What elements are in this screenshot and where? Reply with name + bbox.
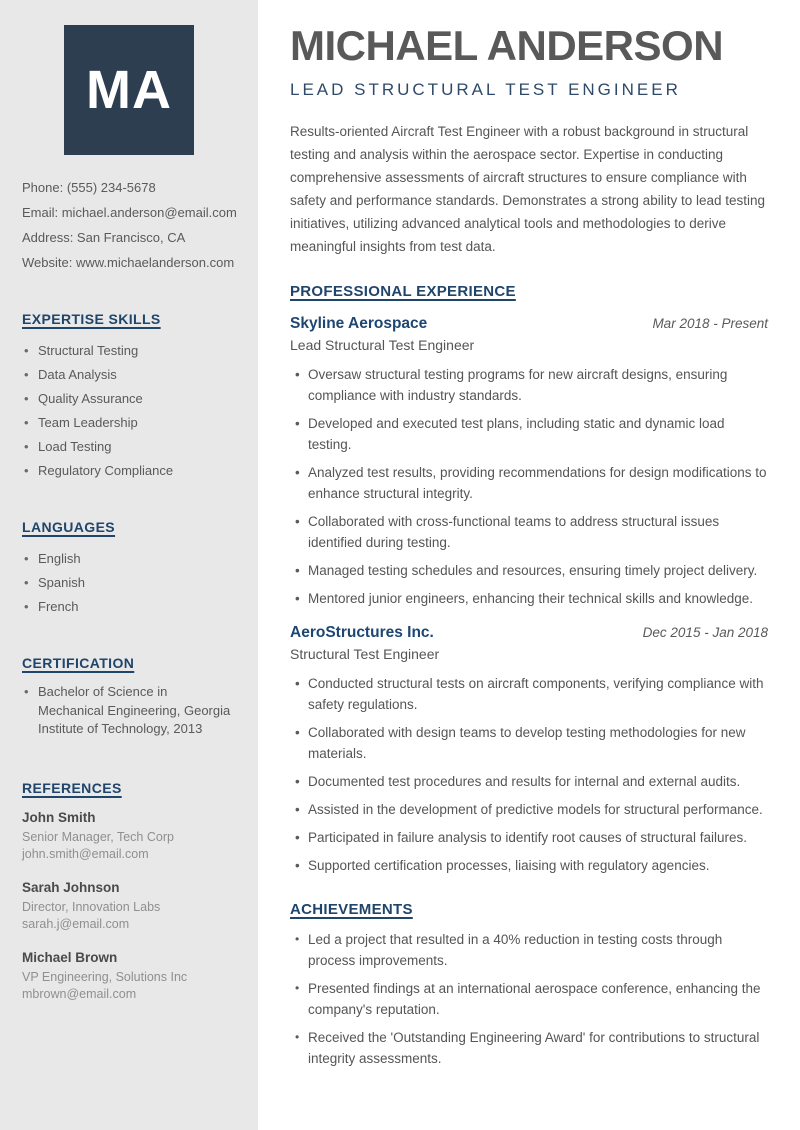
- contact-address: Address: San Francisco, CA: [22, 230, 186, 245]
- reference-email: john.smith@email.com: [22, 846, 149, 861]
- skill-item: • Structural Testing: [22, 339, 236, 363]
- job-bullet: • Managed testing schedules and resources, ensuring timely project delivery.: [290, 560, 768, 581]
- language-item: • English: [22, 547, 236, 571]
- achievement-bullet: • Led a project that resulted in a 40% reduction in testing costs through process improvements.: [290, 929, 768, 971]
- achievements-list: [290, 929, 768, 1069]
- job-bullet: • Documented test procedures and results for internal and external audits.: [290, 771, 768, 792]
- avatar: [64, 25, 194, 155]
- job-bullet: • Participated in failure analysis to identify root causes of structural failures.: [290, 827, 768, 848]
- job-dates: Mar 2018 - Present: [652, 316, 768, 331]
- achievement-bullet: • Presented findings at an international aerospace conference, enhancing the company's reputation.: [290, 978, 768, 1020]
- job-header: [290, 315, 768, 333]
- languages-heading: LANGUAGES: [22, 519, 116, 535]
- experience-heading: PROFESSIONAL EXPERIENCE: [290, 283, 516, 300]
- job-header: [290, 624, 768, 642]
- languages-section: [22, 519, 236, 619]
- page-title: MICHAEL ANDERSON: [290, 22, 724, 69]
- contact-email: Email: michael.anderson@email.com: [22, 205, 237, 220]
- reference-role: Director, Innovation Labs: [22, 899, 161, 914]
- reference-entry: [22, 878, 236, 933]
- job-bullet-list: [290, 364, 768, 609]
- summary-paragraph: Results-oriented Aircraft Test Engineer with a robust background in structural testing and analysis within the aerospace sector. Expertise in conducting comprehensive assessments of aircraft structures to ensure compliance with safety and performance standards. Demonstrates a strong ability to lead testing initiatives, utilizing advanced analytical tools and methodologies to derive meaningful insights from test data.: [290, 124, 766, 254]
- reference-entry: [22, 948, 236, 1003]
- company-name: AeroStructures Inc.: [290, 624, 434, 641]
- references-heading: REFERENCES: [22, 779, 122, 796]
- job-title: LEAD STRUCTURAL TEST ENGINEER: [290, 80, 681, 99]
- sidebar: [0, 0, 258, 1130]
- job-bullet: • Developed and executed test plans, including static and dynamic load testing.: [290, 413, 768, 455]
- reference-name: Sarah Johnson: [22, 879, 120, 895]
- certification-list: [22, 683, 236, 744]
- job-bullet: • Analyzed test results, providing recommendations for design modifications to enhance structural integrity.: [290, 462, 768, 504]
- skills-heading: EXPERTISE SKILLS: [22, 311, 161, 327]
- achievement-bullet: • Received the 'Outstanding Engineering Award' for contributions to structural integrity assessments.: [290, 1027, 768, 1069]
- reference-email: mbrown@email.com: [22, 986, 137, 1001]
- job-bullet: • Oversaw structural testing programs for new aircraft designs, ensuring compliance with industry standards.: [290, 364, 768, 406]
- company-name: Skyline Aerospace: [290, 315, 428, 332]
- reference-name: John Smith: [22, 809, 96, 825]
- reference-email: sarah.j@email.com: [22, 916, 130, 931]
- references-section: [22, 780, 236, 1003]
- reference-role: VP Engineering, Solutions Inc: [22, 969, 188, 984]
- avatar-initials: MA: [86, 60, 172, 120]
- certification-item: • Bachelor of Science in Mechanical Engineering, Georgia Institute of Technology, 2013: [22, 683, 236, 744]
- job-bullet: • Collaborated with design teams to develop testing methodologies for new materials.: [290, 722, 768, 764]
- job-bullet-list: [290, 673, 768, 876]
- skill-item: • Team Leadership: [22, 411, 236, 435]
- job-role: Structural Test Engineer: [290, 646, 440, 662]
- main-content: [258, 0, 800, 1130]
- skill-item: • Load Testing: [22, 435, 236, 459]
- contact-phone: Phone: (555) 234-5678: [22, 180, 156, 195]
- contact-info: [22, 175, 236, 275]
- skill-item: • Data Analysis: [22, 363, 236, 387]
- skill-item: • Regulatory Compliance: [22, 459, 236, 483]
- job-dates: Dec 2015 - Jan 2018: [642, 625, 768, 640]
- job-bullet: • Supported certification processes, liaising with regulatory agencies.: [290, 855, 768, 876]
- achievements-heading: ACHIEVEMENTS: [290, 901, 413, 918]
- certification-section: [22, 655, 236, 744]
- job-bullet: • Conducted structural tests on aircraft components, verifying compliance with safety regulations.: [290, 673, 768, 715]
- reference-role: Senior Manager, Tech Corp: [22, 829, 174, 844]
- reference-entry: [22, 808, 236, 863]
- language-item: • French: [22, 595, 236, 619]
- language-item: • Spanish: [22, 571, 236, 595]
- job-role: Lead Structural Test Engineer: [290, 337, 475, 353]
- skills-list: [22, 339, 236, 483]
- job-bullet: • Collaborated with cross-functional teams to address structural issues identified during testing.: [290, 511, 768, 553]
- certification-heading: CERTIFICATION: [22, 655, 135, 671]
- reference-name: Michael Brown: [22, 949, 118, 965]
- experience-section: [290, 283, 768, 876]
- job-entry: [290, 315, 768, 609]
- job-bullet: • Assisted in the development of predictive models for structural performance.: [290, 799, 768, 820]
- job-entry: [290, 624, 768, 876]
- skills-section: [22, 311, 236, 483]
- skill-item: • Quality Assurance: [22, 387, 236, 411]
- achievements-section: [290, 901, 768, 1069]
- languages-list: [22, 547, 236, 619]
- job-bullet: • Mentored junior engineers, enhancing their technical skills and knowledge.: [290, 588, 768, 609]
- contact-website: Website: www.michaelanderson.com: [22, 255, 235, 270]
